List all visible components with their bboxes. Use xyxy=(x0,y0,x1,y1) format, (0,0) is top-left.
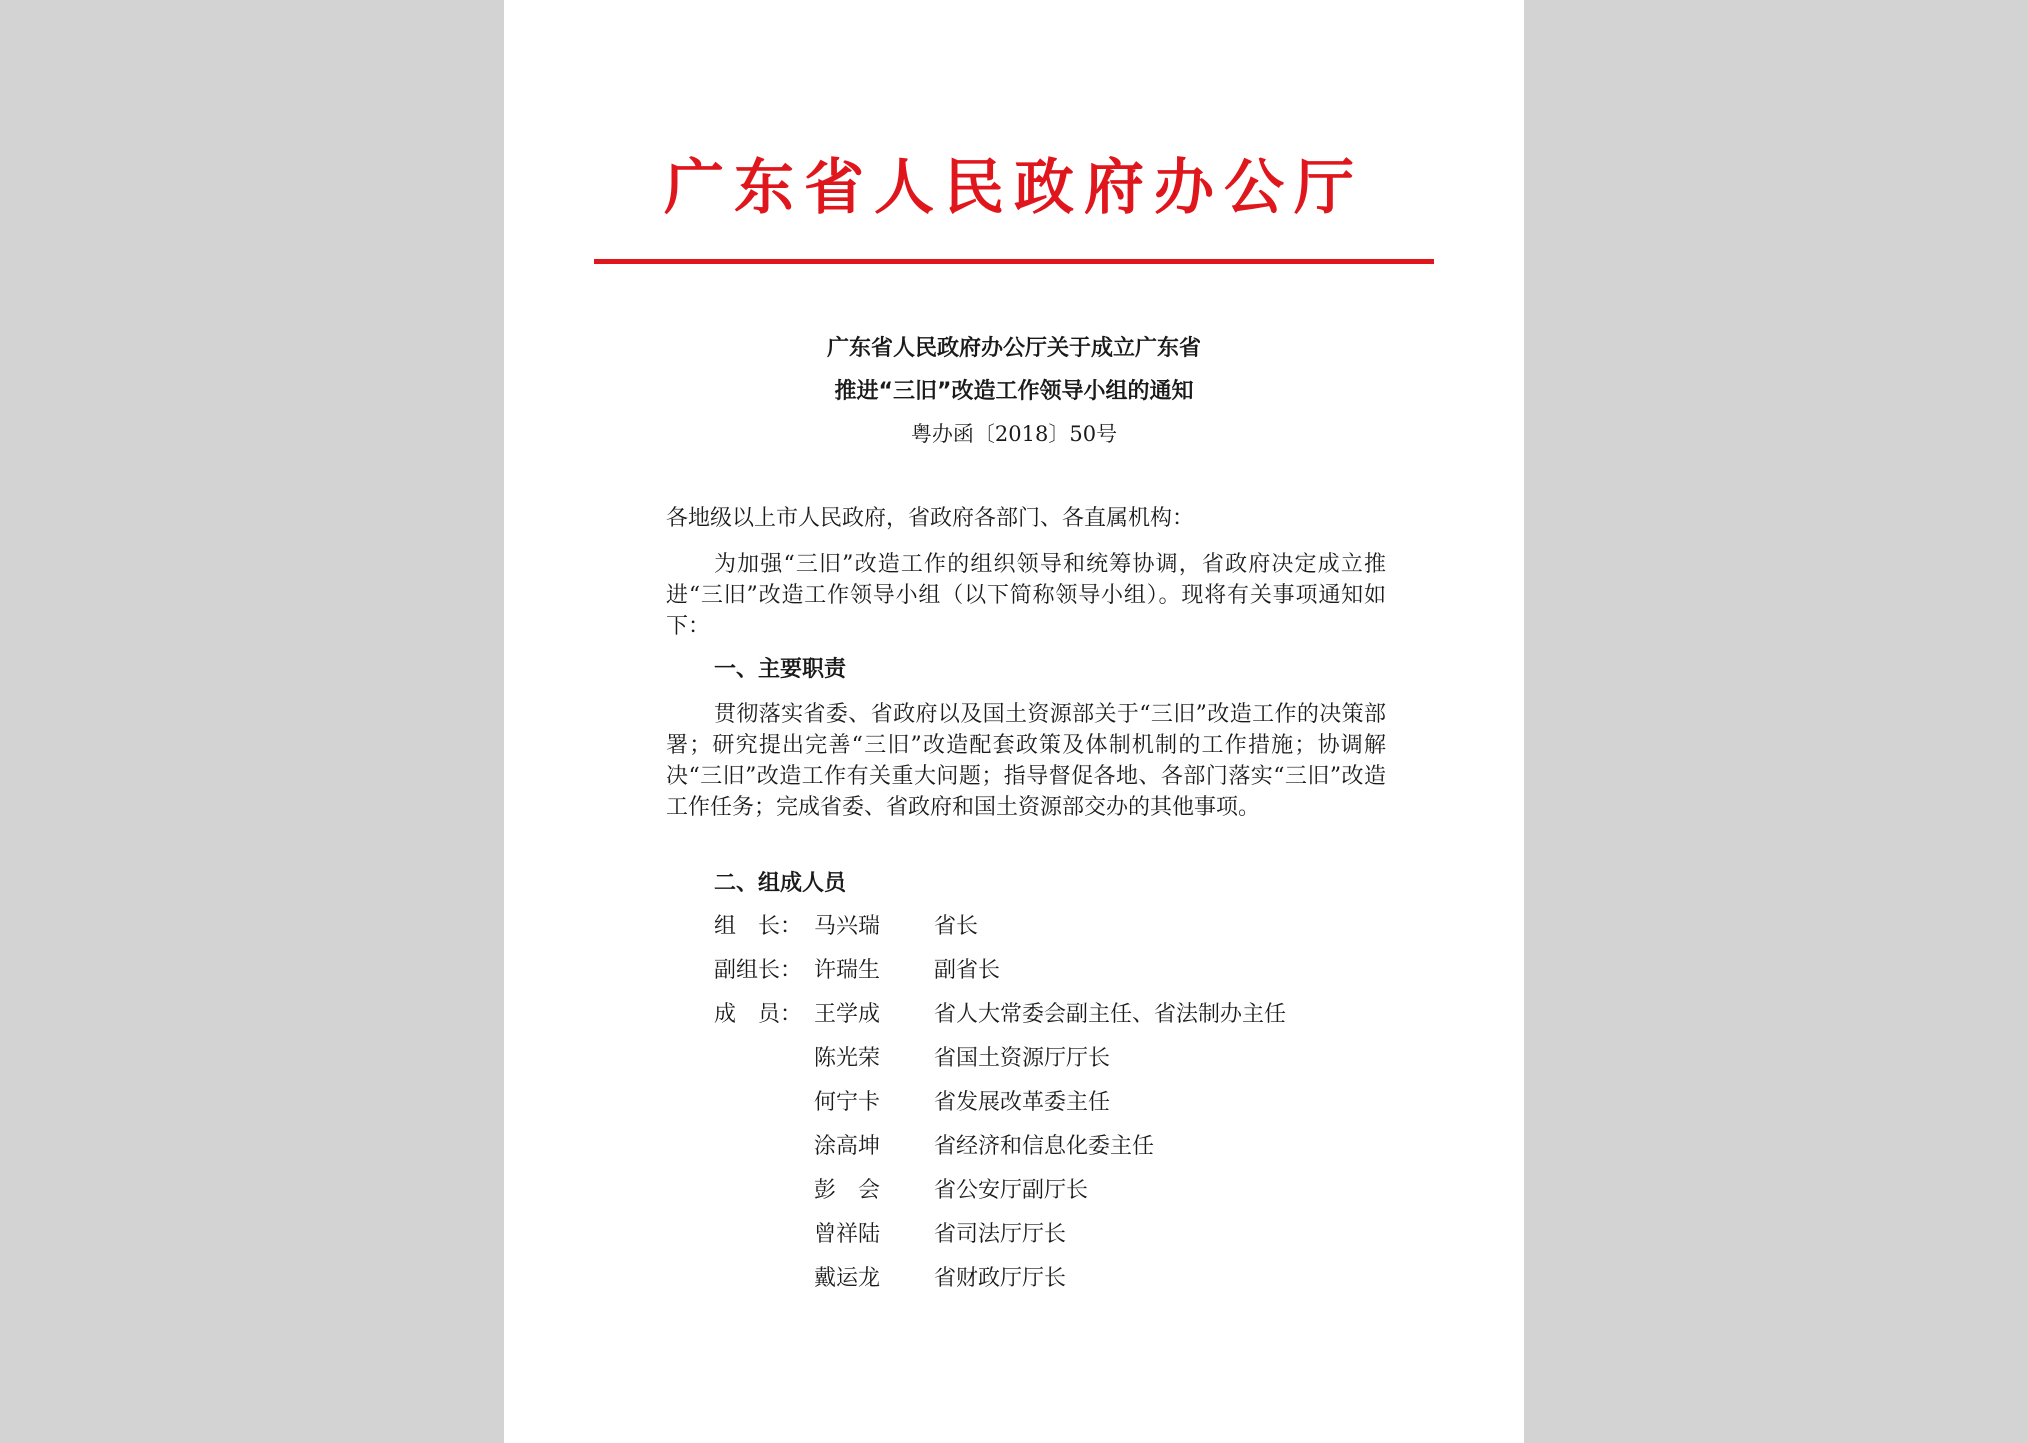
member-role: 成 员： xyxy=(714,1002,803,1027)
member-post: 省经济和信息化委主任 xyxy=(934,1134,1155,1159)
salutation: 各地级以上市人民政府，省政府各部门、各直属机构： xyxy=(666,506,1195,531)
letterhead: 广东省人民政府办公厅 xyxy=(664,153,1364,223)
member-name: 戴运龙 xyxy=(814,1266,881,1291)
member-name: 何宁卡 xyxy=(814,1090,881,1115)
member-post: 副省长 xyxy=(934,958,1001,983)
member-role: 副组长： xyxy=(714,958,803,983)
member-name: 涂高坤 xyxy=(814,1134,881,1159)
section-1-text: 贯彻落实省委、省政府以及国土资源部关于“三旧”改造工作的决策部署；研究提出完善“三旧”改造配套政策及体制机制的工作措施；协调解决“三旧”改造工作有关重大问题；指导督促各地、各部门落实“三旧”改造工作任务；完成省委、省政府和国土资源部交办的其他事项。 xyxy=(666,702,1386,820)
member-post: 省司法厅厅长 xyxy=(934,1222,1067,1247)
document-title-line-2: 推进“三旧”改造工作领导小组的通知 xyxy=(834,379,1194,404)
member-name: 马兴瑞 xyxy=(814,914,881,939)
document-number: 粤办函〔2018〕50号 xyxy=(910,422,1118,446)
member-name: 许瑞生 xyxy=(814,958,881,983)
member-name: 彭 会 xyxy=(814,1178,881,1203)
member-post: 省财政厅厅长 xyxy=(934,1266,1067,1291)
document-title-line-1: 广东省人民政府办公厅关于成立广东省 xyxy=(826,336,1201,361)
member-name: 曾祥陆 xyxy=(814,1222,881,1247)
member-post: 省发展改革委主任 xyxy=(934,1090,1111,1115)
member-role: 组 长： xyxy=(714,914,803,939)
member-post: 省长 xyxy=(934,914,979,939)
letterhead-red-rule xyxy=(594,259,1434,264)
member-post: 省国土资源厅厅长 xyxy=(934,1046,1111,1071)
section-2-heading: 二、组成人员 xyxy=(714,871,847,896)
member-post: 省人大常委会副主任、省法制办主任 xyxy=(934,1002,1287,1027)
member-name: 王学成 xyxy=(814,1002,881,1027)
document-page xyxy=(504,0,1524,1443)
intro-paragraph: 为加强“三旧”改造工作的组织领导和统筹协调，省政府决定成立推进“三旧”改造工作领导小组（以下简称领导小组）。现将有关事项通知如下： xyxy=(666,552,1386,639)
member-name: 陈光荣 xyxy=(814,1046,881,1071)
member-post: 省公安厅副厅长 xyxy=(934,1178,1089,1203)
section-1-heading: 一、主要职责 xyxy=(714,657,847,682)
